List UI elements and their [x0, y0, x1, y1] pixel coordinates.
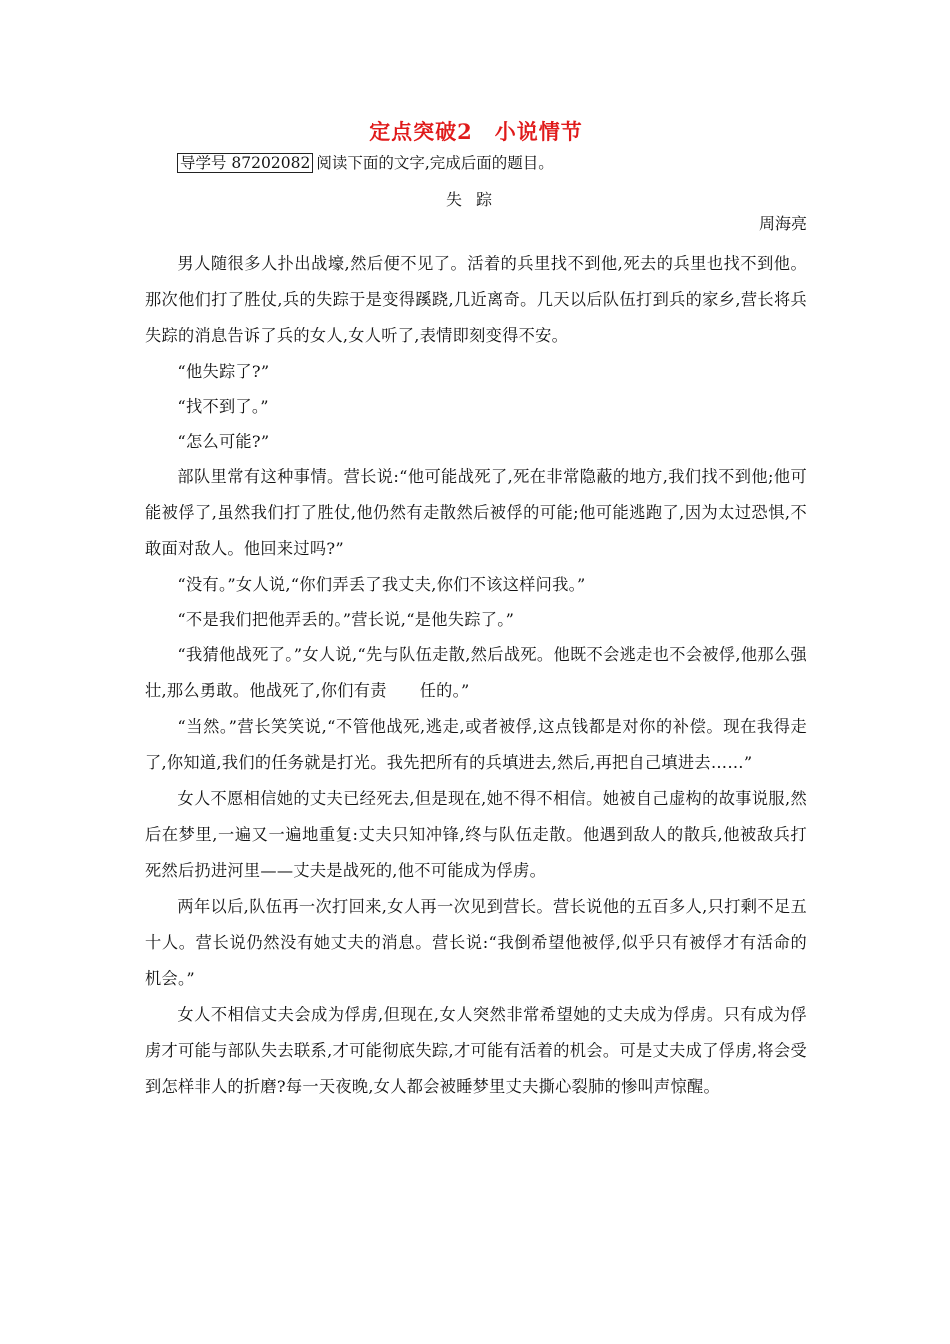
exercise-intro — [177, 152, 807, 174]
document-page — [145, 118, 807, 1105]
section-title: 定点突破2 小说情节 — [369, 119, 583, 144]
story-author: 周海亮 — [758, 214, 807, 233]
story-paragraph: “不是我们把他弄丢的。”营长说,“是他失踪了。” — [177, 610, 515, 629]
story-paragraph: “当然。”营长笑笑说,“不管他战死,逃走,或者被俘,这点钱都是对你的补偿。现在我得走了,你知道,我们的任务就是打光。我先把所有的兵填进去,然后,再把自己填进去……” — [145, 717, 807, 772]
story-paragraph: “怎么可能?” — [177, 432, 270, 451]
story-paragraph: “没有。”女人说,“你们弄丢了我丈夫,你们不该这样问我。” — [177, 575, 586, 594]
exercise-instruction: 阅读下面的文字,完成后面的题目。 — [316, 154, 554, 172]
story-paragraph: 女人不相信丈夫会成为俘虏,但现在,女人突然非常希望她的丈夫成为俘虏。只有成为俘虏才可能与部队失去联系,才可能彻底失踪,才可能有活着的机会。可是丈夫成了俘虏,将会受到怎样非人的折磨?每一天夜晚,女人都会被睡梦里丈夫撕心裂肺的惨叫声惊醒。 — [145, 1005, 807, 1096]
study-code-label: 导学号 87202082 — [177, 153, 313, 173]
story-paragraph: 部队里常有这种事情。营长说:“他可能战死了,死在非常隐蔽的地方,我们找不到他;他可能被俘了,虽然我们打了胜仗,他仍然有走散然后被俘的可能;他可能逃跑了,因为太过恐惧,不敢面对敌人。他回来过吗?” — [145, 467, 807, 558]
story-paragraph: 两年以后,队伍再一次打回来,女人再一次见到营长。营长说他的五百多人,只打剩不足五十人。营长说仍然没有她丈夫的消息。营长说:“我倒希望他被俘,似乎只有被俘才有活命的机会。” — [145, 897, 807, 988]
story-paragraph: 女人不愿相信她的丈夫已经死去,但是现在,她不得不相信。她被自己虚构的故事说服,然后在梦里,一遍又一遍地重复:丈夫只知冲锋,终与队伍走散。他遇到敌人的散兵,他被敌兵打死然后扔进河里——丈夫是战死的,他不可能成为俘虏。 — [145, 789, 807, 880]
story-paragraph: “找不到了。” — [177, 397, 269, 416]
story-paragraph: 男人随很多人扑出战壕,然后便不见了。活着的兵里找不到他,死去的兵里也找不到他。那次他们打了胜仗,兵的失踪于是变得蹊跷,几近离奇。几天以后队伍打到兵的家乡,营长将兵失踪的消息告诉了兵的女人,女人听了,表情即刻变得不安。 — [145, 254, 807, 345]
story-paragraph: “他失踪了?” — [177, 362, 270, 381]
story-title: 失踪 — [445, 190, 506, 209]
story-paragraph: “我猜他战死了。”女人说,“先与队伍走散,然后战死。他既不会逃走也不会被俘,他那么强壮,那么勇敢。他战死了,你们有责 任的。” — [145, 645, 807, 700]
